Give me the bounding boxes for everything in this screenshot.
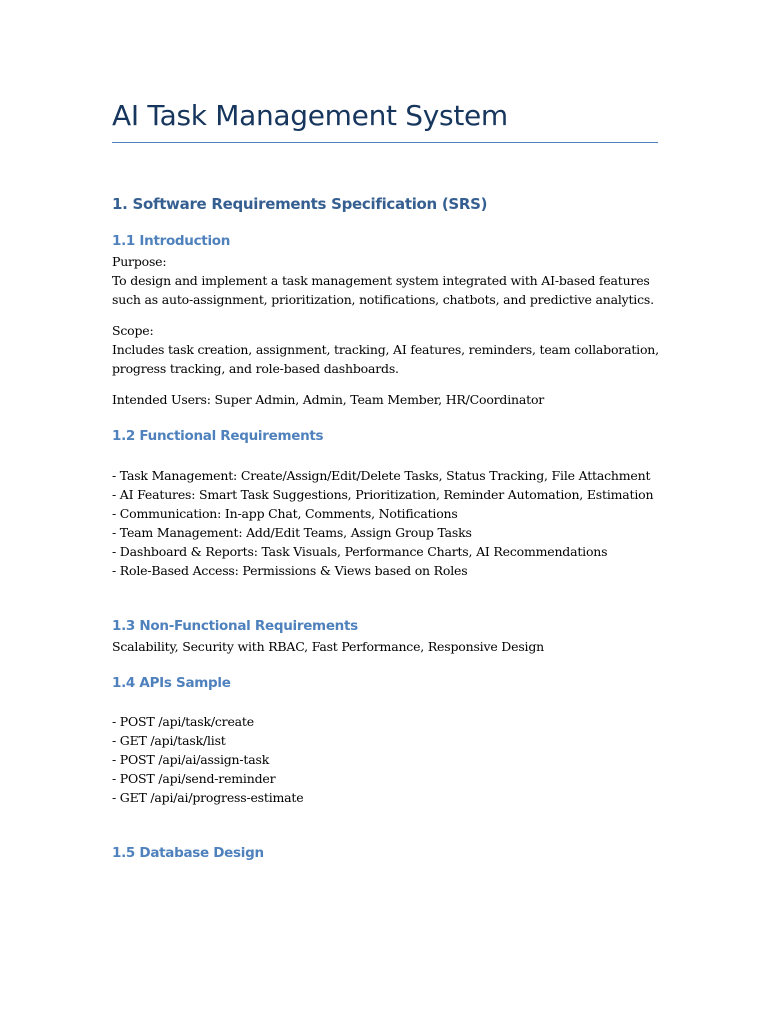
subsection-heading-nonfunctional: 1.3 Non-Functional Requirements [112,618,358,634]
subsection-heading-apis: 1.4 APIs Sample [112,675,231,691]
scope-paragraph [112,321,659,378]
nonfunctional-requirements-text: Scalability, Security with RBAC, Fast Performance, Responsive Design [112,639,544,654]
title-underline [112,142,658,143]
api-list [112,712,303,807]
scope-label: Scope: [112,323,154,338]
list-item: - GET /api/ai/progress-estimate [112,790,304,805]
section-heading-srs: 1. Software Requirements Specification (SRS) [112,195,488,213]
list-item: - AI Features: Smart Task Suggestions, Prioritization, Reminder Automation, Estimation [112,487,654,502]
purpose-paragraph [112,252,654,309]
list-item: - POST /api/task/create [112,714,254,729]
scope-line: progress tracking, and role-based dashboards. [112,361,399,376]
list-item: - POST /api/ai/assign-task [112,752,270,767]
subsection-heading-functional: 1.2 Functional Requirements [112,428,324,444]
list-item: - GET /api/task/list [112,733,226,748]
list-item: - Team Management: Add/Edit Teams, Assign Group Tasks [112,525,472,540]
functional-requirements-list [112,466,653,580]
intended-users-paragraph: Intended Users: Super Admin, Admin, Team Member, HR/Coordinator [112,392,545,407]
list-item: - Dashboard & Reports: Task Visuals, Performance Charts, AI Recommendations [112,544,608,559]
document-title: AI Task Management System [112,99,508,132]
purpose-label: Purpose: [112,254,167,269]
list-item: - Task Management: Create/Assign/Edit/Delete Tasks, Status Tracking, File Attachment [112,468,651,483]
scope-line: Includes task creation, assignment, tracking, AI features, reminders, team collaboration, [112,342,659,357]
purpose-line: To design and implement a task management system integrated with AI-based features [112,273,650,288]
list-item: - POST /api/send-reminder [112,771,276,786]
subsection-heading-introduction: 1.1 Introduction [112,233,231,249]
list-item: - Role-Based Access: Permissions & Views based on Roles [112,563,468,578]
list-item: - Communication: In-app Chat, Comments, Notifications [112,506,458,521]
purpose-line: such as auto-assignment, prioritization, notifications, chatbots, and predictive analytics. [112,292,654,307]
subsection-heading-database: 1.5 Database Design [112,845,264,861]
